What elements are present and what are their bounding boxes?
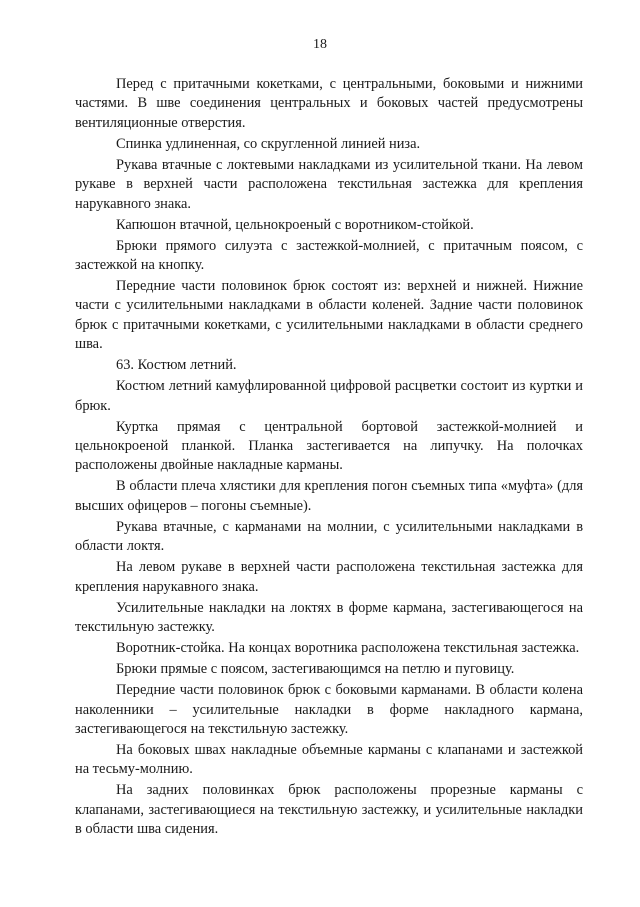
paragraph: В области плеча хлястики для крепления погон съемных типа «муфта» (для высших офицеров – погоны съемные). — [75, 478, 583, 514]
document-body — [75, 75, 583, 840]
page-number: 18 — [313, 37, 327, 52]
paragraph: Капюшон втачной, цельнокроеный с воротником-стойкой. — [116, 216, 474, 233]
paragraph: Рукава втачные с локтевыми накладками из усилительной ткани. На левом рукаве в верхней части расположена текстильная застежка для крепления нарукавного знака. — [75, 156, 583, 212]
paragraph: Рукава втачные, с карманами на молнии, с усилительными накладками в области локтя. — [75, 518, 583, 555]
section-heading: 63. Костюм летний. — [116, 357, 237, 374]
paragraph: Перед с притачными кокетками, с центральными, боковыми и нижними частями. В шве соединения центральных и боковых частей предусмотрены вентиляционные отверстия. — [75, 76, 583, 131]
paragraph: На левом рукаве в верхней части расположена текстильная застежка для крепления нарукавного знака. — [75, 559, 583, 595]
paragraph: Куртка прямая с центральной бортовой застежкой-молнией и цельнокроеной планкой. Планка застегивается на липучку. На полочках расположены двойные накладные карманы. — [75, 418, 583, 474]
paragraph: Костюм летний камуфлированной цифровой расцветки состоит из куртки и брюк. — [75, 378, 583, 414]
paragraph: Усилительные накладки на локтях в форме кармана, застегивающегося на текстильную застежку. — [75, 599, 583, 636]
paragraph: Спинка удлиненная, со скругленной линией низа. — [116, 135, 421, 152]
paragraph: На боковых швах накладные объемные карманы с клапанами и застежкой на тесьму-молнию. — [75, 741, 583, 778]
paragraph: Брюки прямого силуэта с застежкой-молнией, с притачным поясом, с застежкой на кнопку. — [75, 237, 583, 274]
paragraph: Передние части половинок брюк с боковыми карманами. В области колена наколенники – усилительные накладки в форме накладного кармана, застегивающегося на текстильную застежку. — [75, 682, 583, 737]
paragraph: Передние части половинок брюк состоят из: верхней и нижней. Нижние части с усилительными накладками в области коленей. Задние части половинок брюк с притачными кокетками, с усилительными накладками в области среднего шва. — [75, 278, 583, 353]
paragraph: Воротник-стойка. На концах воротника расположена текстильная застежка. — [116, 640, 580, 657]
paragraph: Брюки прямые с поясом, застегивающимся на петлю и пуговицу. — [116, 661, 515, 678]
paragraph: На задних половинках брюк расположены прорезные карманы с клапанами, застегивающиеся на текстильную застежку, и усилительные накладки в области шва сидения. — [75, 782, 583, 838]
